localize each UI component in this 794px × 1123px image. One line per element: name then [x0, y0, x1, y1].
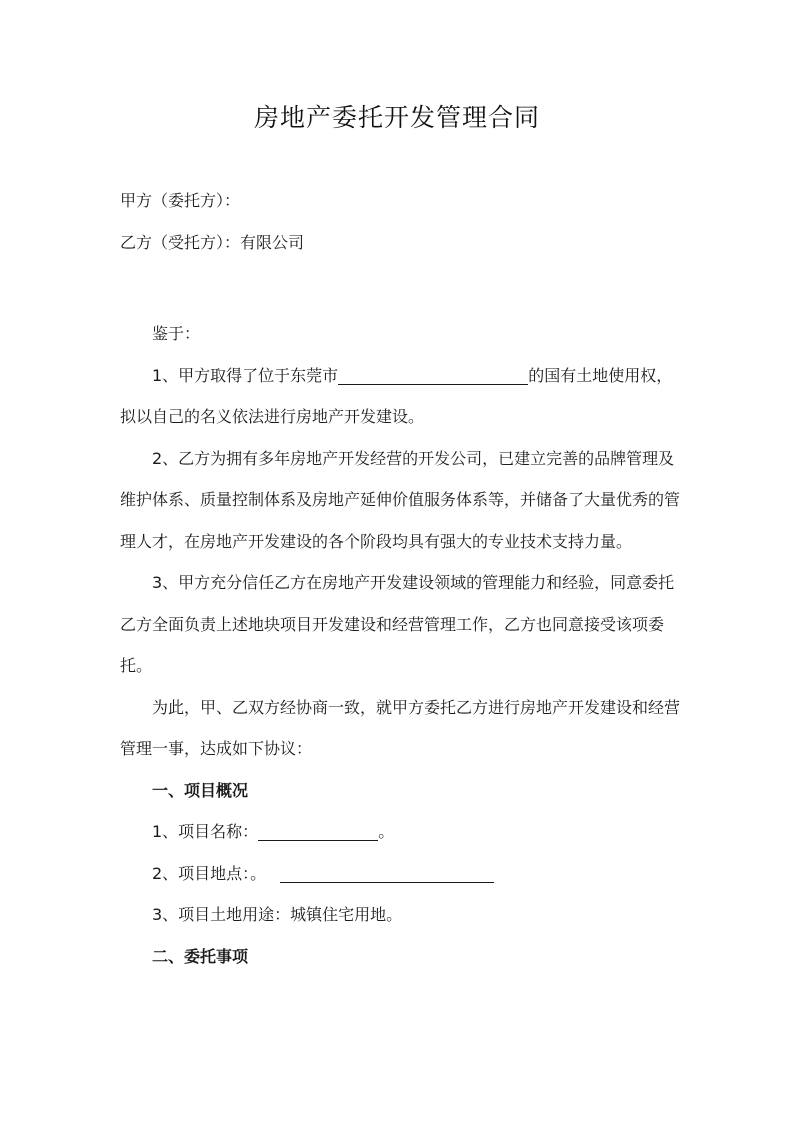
project-name-label: 1、项目名称：	[152, 822, 259, 841]
section-2-heading: 二、委托事项	[152, 946, 249, 966]
project-location-line	[120, 853, 680, 895]
project-land-use-line: 3、项目土地用途：城镇住宅用地。	[152, 905, 403, 924]
project-location-blank[interactable]	[280, 864, 494, 883]
whereas-item-3: 3、甲方充分信任乙方在房地产开发建设领域的管理能力和经验，同意委托乙方全面负责上述地块项目开发建设和经营管理工作，乙方也同意接受该项委托。	[120, 573, 675, 675]
whereas-item-1-prefix: 1、甲方取得了位于东莞市	[152, 365, 339, 385]
party-a-line: 甲方（委托方）：	[120, 191, 241, 210]
document-title: 房地产委托开发管理合同	[253, 103, 540, 132]
project-name-line	[120, 811, 680, 853]
contract-body	[120, 313, 680, 977]
whereas-conclusion: 为此，甲、乙双方经协商一致，就甲方委托乙方进行房地产开发建设和经营管理一事，达成如下协议：	[120, 697, 681, 758]
whereas-intro: 鉴于：	[152, 324, 201, 343]
whereas-item-2: 2、乙方为拥有多年房地产开发经营的开发公司，已建立完善的品牌管理及维护体系、质量控制体系及房地产延伸价值服务体系等，并储备了大量优秀的管理人才，在房地产开发建设的各个阶段均具有强大的专业技术支持力量。	[120, 448, 681, 551]
whereas-item-1	[120, 355, 680, 438]
party-b-line: 乙方（受托方）：有限公司	[120, 233, 305, 252]
project-location-label: 2、项目地点：。	[152, 863, 267, 883]
project-name-period: 。	[378, 822, 395, 841]
section-1-heading: 一、项目概况	[152, 780, 249, 800]
project-name-blank[interactable]	[258, 822, 378, 841]
whereas-item-1-suffix: 的国有土地使用权，拟以自己的名义依法进行房地产开发建设。	[120, 365, 673, 426]
city-location-blank[interactable]	[338, 366, 528, 385]
